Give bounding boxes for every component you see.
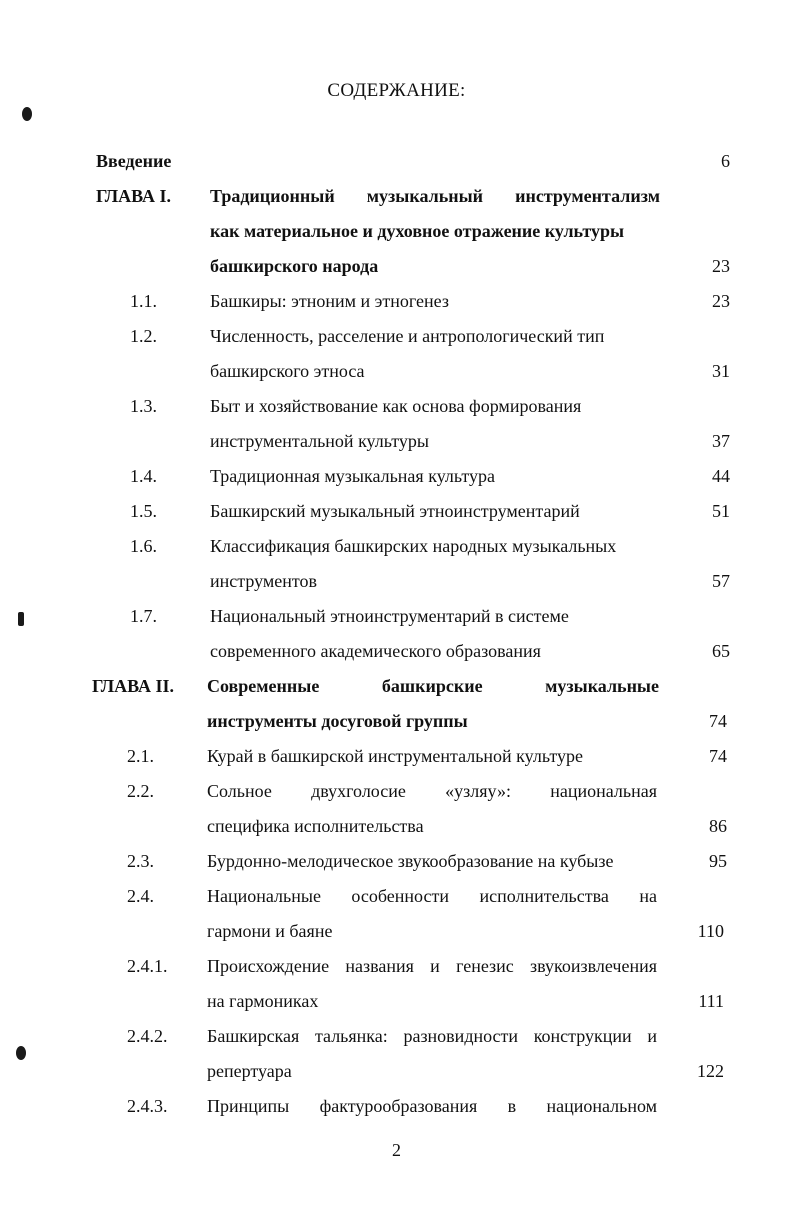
section-2-4-title-line-1: Национальные особенности исполнительства на [207, 886, 657, 906]
section-2-4-page: 110 [697, 921, 724, 941]
section-2-4-1-title-line-1: Происхождение названия и генезис звукоизвлечения [207, 956, 657, 976]
section-1-4-number: 1.4. [130, 466, 157, 486]
section-1-3-number: 1.3. [130, 396, 157, 416]
chapter-1-title-line-1: Традиционный музыкальный инструментализм [210, 186, 660, 206]
page-number: 2 [392, 1140, 401, 1160]
scan-blot [22, 107, 32, 121]
section-2-2-title-line-2: специфика исполнительства [207, 816, 424, 836]
section-2-2-number: 2.2. [127, 781, 154, 801]
page-title: СОДЕРЖАНИЕ: [327, 80, 466, 101]
section-2-1-page: 74 [709, 746, 727, 766]
section-1-2-number: 1.2. [130, 326, 157, 346]
section-2-4-2-page: 122 [697, 1061, 724, 1081]
section-2-4-1-title-line-2: на гармониках [207, 991, 319, 1011]
section-2-3-page: 95 [709, 851, 727, 871]
section-2-1-number: 2.1. [127, 746, 154, 766]
toc-intro-label: Введение [96, 151, 172, 171]
chapter-1-title-line-3: башкирского народа [210, 256, 379, 276]
section-1-2-title-line-1: Численность, расселение и антропологический тип [210, 326, 605, 346]
section-1-7-title-line-2: современного академического образования [210, 641, 541, 661]
section-1-2-page: 31 [712, 361, 730, 381]
section-1-6-number: 1.6. [130, 536, 157, 556]
section-2-2-page: 86 [709, 816, 727, 836]
section-2-4-3-title-line-1: Принципы фактурообразования в национальном [207, 1096, 657, 1116]
section-1-6-title-line-2: инструментов [210, 571, 318, 591]
section-1-6-page: 57 [712, 571, 730, 591]
chapter-2-title-line-1: Современные башкирские музыкальные [207, 676, 659, 696]
section-1-3-page: 37 [712, 431, 730, 451]
section-2-2-title-line-1: Сольное двухголосие «узляу»: национальная [207, 781, 657, 801]
chapter-1-label: ГЛАВА I. [96, 186, 172, 206]
section-1-6-title-line-1: Классификация башкирских народных музыкальных [210, 536, 617, 556]
section-1-2-title-line-2: башкирского этноса [210, 361, 365, 381]
scan-blot [16, 1046, 26, 1060]
section-1-5-title: Башкирский музыкальный этноинструментарий [210, 501, 580, 521]
chapter-2-page: 74 [709, 711, 727, 731]
section-2-4-2-number: 2.4.2. [127, 1026, 168, 1046]
section-1-4-page: 44 [712, 466, 730, 486]
chapter-2-label: ГЛАВА II. [92, 676, 175, 696]
section-1-7-page: 65 [712, 641, 730, 661]
section-1-1-title: Башкиры: этноним и этногенез [210, 291, 449, 311]
section-2-4-1-number: 2.4.1. [127, 956, 168, 976]
section-1-1-page: 23 [712, 291, 730, 311]
section-2-4-2-title-line-2: репертуара [207, 1061, 292, 1081]
section-1-3-title-line-2: инструментальной культуры [210, 431, 429, 451]
section-1-1-number: 1.1. [130, 291, 157, 311]
section-2-4-title-line-2: гармони и баяне [207, 921, 333, 941]
section-1-4-title: Традиционная музыкальная культура [210, 466, 496, 486]
section-1-5-number: 1.5. [130, 501, 157, 521]
chapter-1-page: 23 [712, 256, 730, 276]
section-1-5-page: 51 [712, 501, 730, 521]
scan-blot [18, 612, 24, 626]
section-1-7-title-line-1: Национальный этноинструментарий в системе [210, 606, 569, 626]
section-2-4-2-title-line-1: Башкирская тальянка: разновидности конструкции и [207, 1026, 657, 1046]
section-1-3-title-line-1: Быт и хозяйствование как основа формирования [210, 396, 582, 416]
toc-intro-page: 6 [721, 151, 730, 171]
section-2-4-3-number: 2.4.3. [127, 1096, 168, 1116]
chapter-1-title-line-2: как материальное и духовное отражение культуры [210, 221, 625, 241]
section-2-1-title: Курай в башкирской инструментальной культуре [207, 746, 584, 766]
section-2-4-number: 2.4. [127, 886, 154, 906]
chapter-2-title-line-2: инструменты досуговой группы [207, 711, 468, 731]
section-1-7-number: 1.7. [130, 606, 157, 626]
section-2-4-1-page: 111 [698, 991, 724, 1011]
section-2-3-number: 2.3. [127, 851, 154, 871]
section-2-3-title: Бурдонно-мелодическое звукообразование на кубызе [207, 851, 614, 871]
